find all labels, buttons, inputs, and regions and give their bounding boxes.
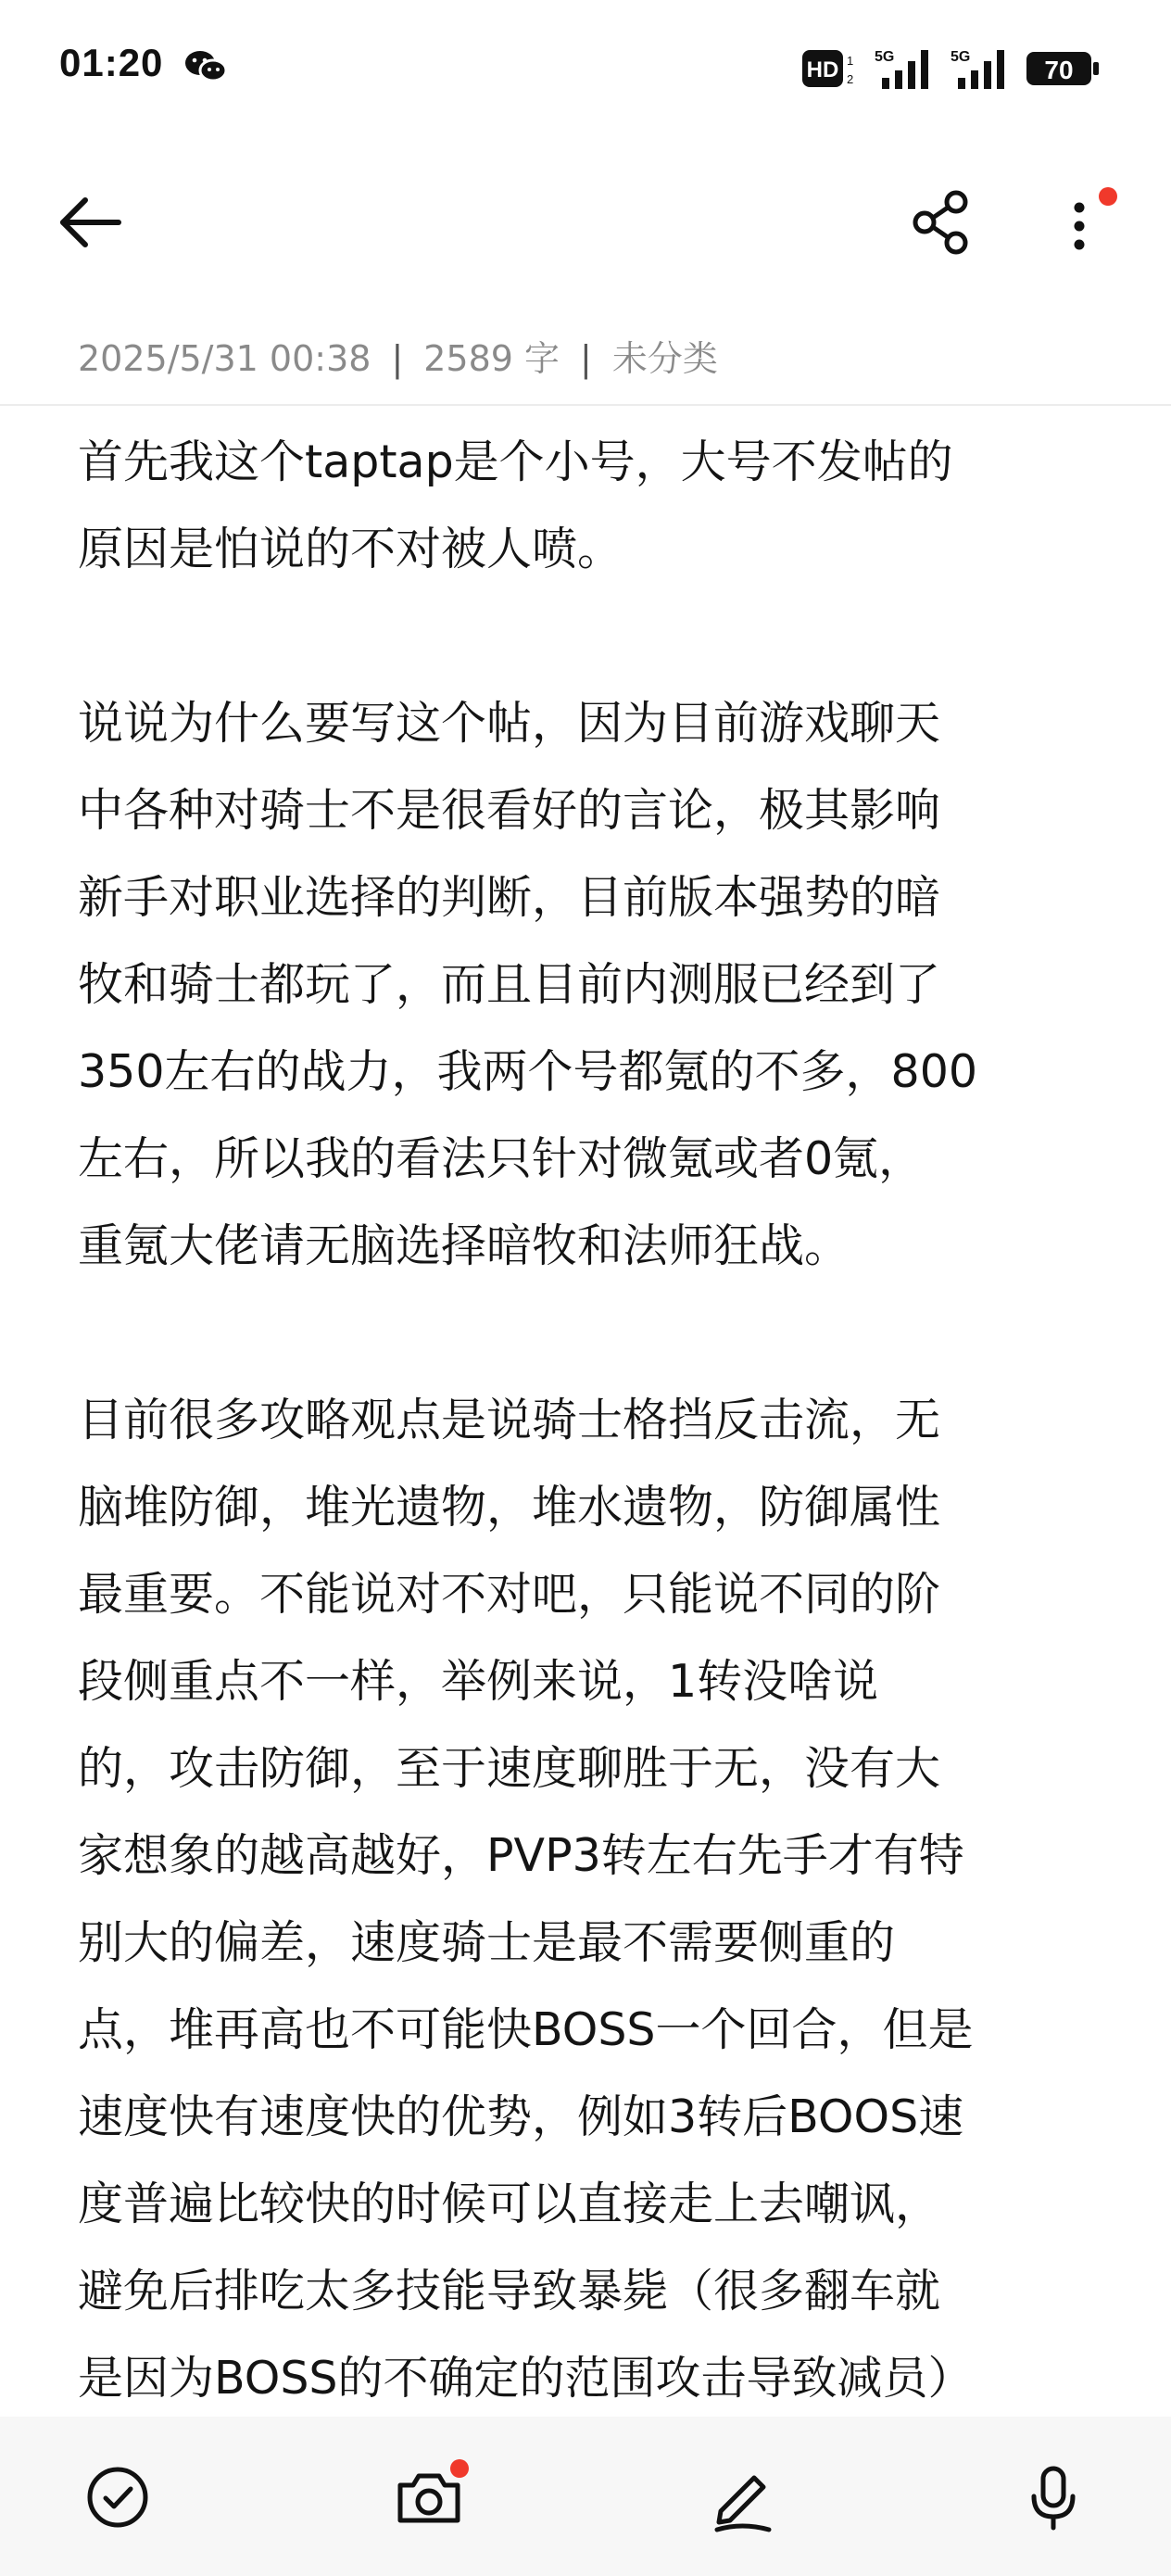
note-category[interactable]: 未分类	[611, 338, 718, 379]
battery-icon	[1026, 48, 1101, 89]
svg-text:1: 1	[847, 54, 854, 68]
meta-separator: |	[391, 338, 404, 379]
note-text-line: 350左右的战力，我两个号都氪的不多，800	[78, 1045, 978, 1098]
note-text-line: 点，堆再高也不可能快BOSS一个回合，但是	[78, 2003, 974, 2056]
voice-input-button[interactable]	[1012, 2456, 1095, 2539]
note-meta	[78, 330, 718, 381]
share-icon	[899, 185, 982, 259]
pen-icon	[700, 2456, 784, 2539]
network-label-2: 5G	[951, 49, 971, 65]
microphone-icon	[1012, 2456, 1095, 2539]
note-text-line: 的，攻击防御，至于速度聊胜于无，没有大	[78, 1742, 941, 1795]
hd-label: HD	[806, 57, 839, 82]
network-label-1: 5G	[875, 49, 895, 65]
share-button[interactable]	[899, 185, 982, 259]
note-text-line: 左右，所以我的看法只针对微氪或者0氪，	[78, 1132, 925, 1185]
note-text-line: 首先我这个taptap是个小号，大号不发帖的	[78, 436, 953, 488]
note-text-line: 段侧重点不一样，举例来说，1转没啥说	[78, 1655, 879, 1708]
back-button[interactable]	[48, 185, 132, 259]
back-arrow-icon	[48, 185, 132, 259]
status-indicators	[802, 43, 1101, 95]
blank-line	[78, 1290, 1097, 1377]
status-time: 01:20	[59, 41, 164, 84]
hd-icon	[802, 48, 860, 89]
note-text-line: 中各种对骑士不是很看好的言论，极其影响	[78, 784, 941, 837]
battery-level: 70	[1044, 56, 1074, 84]
signal-icon-1	[875, 46, 936, 91]
svg-text:2: 2	[847, 72, 854, 86]
note-text-line: 最重要。不能说对不对吧，只能说不同的阶	[78, 1568, 941, 1621]
note-body[interactable]	[78, 419, 1097, 2402]
note-text-line: 新手对职业选择的判断，目前版本强势的暗	[78, 871, 941, 924]
blank-line	[78, 593, 1097, 680]
camera-button[interactable]	[387, 2456, 471, 2539]
signal-icon-2	[951, 46, 1012, 91]
app-bar	[0, 167, 1171, 278]
notification-dot	[1099, 187, 1117, 206]
wechat-icon	[183, 48, 228, 85]
note-word-count: 2589 字	[423, 338, 560, 379]
checklist-icon	[76, 2456, 159, 2539]
note-text-line: 是因为BOSS的不确定的范围攻击导致减员）	[78, 2352, 974, 2402]
note-text-line: 脑堆防御，堆光遗物，堆水遗物，防御属性	[78, 1481, 941, 1534]
camera-badge-dot	[450, 2459, 469, 2478]
note-text-line: 原因是怕说的不对被人喷。	[78, 523, 623, 575]
note-text-line: 说说为什么要写这个帖，因为目前游戏聊天	[78, 697, 941, 750]
note-text-line: 别大的偏差，速度骑士是最不需要侧重的	[78, 1916, 896, 1969]
note-text-line: 度普遍比较快的时候可以直接走上去嘲讽，	[78, 2178, 941, 2230]
handwriting-button[interactable]	[700, 2456, 784, 2539]
note-date: 2025/5/31 00:38	[78, 338, 371, 379]
note-text-line: 重氪大佬请无脑选择暗牧和法师狂战。	[78, 1219, 850, 1272]
divider	[0, 404, 1171, 406]
note-text-line: 家想象的越高越好，PVP3转左右先手才有特	[78, 1829, 964, 1882]
checklist-button[interactable]	[76, 2456, 159, 2539]
status-bar	[0, 0, 1171, 139]
note-text-line: 目前很多攻略观点是说骑士格挡反击流，无	[78, 1394, 941, 1446]
bottom-toolbar	[0, 2417, 1171, 2576]
note-text-line: 避免后排吃太多技能导致暴毙（很多翻车就	[78, 2265, 941, 2317]
note-text-line: 牧和骑士都玩了，而且目前内测服已经到了	[78, 958, 941, 1011]
more-options-button[interactable]	[1047, 178, 1112, 267]
meta-separator: |	[580, 338, 592, 379]
note-text-line: 速度快有速度快的优势，例如3转后BOOS速	[78, 2090, 964, 2143]
